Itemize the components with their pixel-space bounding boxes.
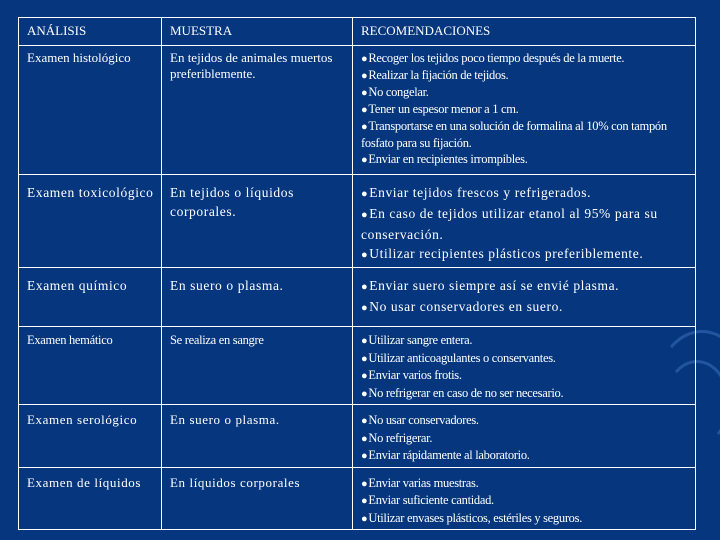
header-recommendations: RECOMENDACIONES — [353, 18, 696, 46]
recommendation-text: Enviar varias muestras. — [368, 475, 479, 490]
bullet-icon: ● — [361, 415, 368, 427]
bullet-icon: ● — [361, 53, 368, 65]
recommendation-text: Realizar la fijación de tejidos. — [368, 68, 509, 82]
bullet-icon: ● — [361, 432, 368, 445]
bullet-icon: ● — [361, 70, 368, 82]
recommendation-item — [361, 118, 689, 151]
recommendation-item — [361, 67, 689, 84]
table-row — [19, 327, 696, 405]
recommendation-item — [361, 350, 689, 368]
bullet-icon: ● — [361, 512, 368, 525]
recommendation-text: Tener un espesor menor a 1 cm. — [368, 102, 519, 116]
bullet-icon: ● — [361, 104, 368, 116]
analysis-cell: Examen hemático — [19, 327, 162, 405]
recommendation-item — [361, 475, 689, 493]
recommendation-text: Utilizar recipientes plásticos preferiblemente. — [369, 246, 644, 261]
header-analysis: ANÁLISIS — [19, 18, 162, 46]
recommendation-item — [361, 430, 689, 448]
recommendation-item — [361, 183, 689, 204]
recommendations-list — [361, 183, 689, 265]
recommendation-item — [361, 412, 689, 430]
recommendation-item — [361, 297, 689, 318]
recommendation-item — [361, 276, 689, 297]
header-sample: MUESTRA — [162, 18, 353, 46]
sample-cell: En suero o plasma. — [162, 268, 353, 327]
recommendations-cell — [353, 175, 696, 268]
bullet-icon: ● — [361, 352, 368, 365]
recommendation-text: No usar conservadores en suero. — [369, 299, 563, 314]
recommendation-text: No refrigerar en caso de no ser necesario. — [368, 385, 564, 400]
recommendation-text: No usar conservadores. — [368, 413, 479, 427]
recommendation-text: Utilizar anticoagulantes o conservantes. — [368, 350, 556, 365]
recommendations-list — [361, 50, 689, 168]
bullet-icon: ● — [361, 387, 368, 400]
recommendations-list — [361, 412, 689, 465]
analysis-cell: Examen histológico — [19, 46, 162, 175]
recommendation-item — [361, 244, 689, 265]
bullet-icon: ● — [361, 450, 368, 462]
recommendation-item — [361, 101, 689, 118]
recommendations-cell — [353, 467, 696, 530]
recommendation-text: Enviar varios frotis. — [368, 368, 462, 382]
recommendations-list — [361, 332, 689, 402]
recommendation-item — [361, 492, 689, 510]
recommendation-text: Enviar en recipientes irrompibles. — [368, 152, 528, 166]
analysis-cell: Examen serológico — [19, 405, 162, 468]
bullet-icon: ● — [361, 335, 368, 347]
recommendations-cell — [353, 46, 696, 175]
analysis-cell: Examen químico — [19, 268, 162, 327]
bullet-icon: ● — [361, 121, 368, 133]
table-header-row — [19, 18, 696, 46]
analysis-cell: Examen toxicológico — [19, 175, 162, 268]
recommendation-text: Enviar tejidos frescos y refrigerados. — [369, 185, 592, 200]
recommendation-item — [361, 510, 689, 528]
bullet-icon: ● — [361, 302, 369, 314]
recommendations-list — [361, 276, 689, 318]
table-row — [19, 268, 696, 327]
table-row — [19, 467, 696, 530]
sample-cell: En suero o plasma. — [162, 405, 353, 468]
recommendation-item — [361, 447, 689, 465]
analysis-table — [18, 17, 696, 530]
bullet-icon: ● — [361, 154, 368, 166]
recommendation-item — [361, 204, 689, 244]
sample-cell: En tejidos o líquidos corporales. — [162, 175, 353, 268]
analysis-cell: Examen de líquidos — [19, 467, 162, 530]
bullet-icon: ● — [361, 281, 369, 293]
recommendation-text: Transportarse en una solución de formalina al 10% con tampón fosfato para su fijación. — [361, 119, 667, 150]
recommendations-cell — [353, 405, 696, 468]
recommendation-text: Enviar suero siempre así se envié plasma. — [369, 278, 620, 293]
recommendation-text: No refrigerar. — [368, 430, 433, 445]
sample-cell: En líquidos corporales — [162, 467, 353, 530]
table-row — [19, 46, 696, 175]
recommendation-text: No congelar. — [368, 85, 429, 99]
recommendations-list — [361, 475, 689, 528]
recommendations-cell — [353, 268, 696, 327]
bullet-icon: ● — [361, 477, 368, 490]
recommendation-item — [361, 50, 689, 67]
bullet-icon: ● — [361, 370, 368, 382]
recommendation-text: Utilizar envases plásticos, estériles y seguros. — [368, 510, 583, 525]
recommendation-item — [361, 332, 689, 350]
recommendation-text: Utilizar sangre entera. — [368, 333, 473, 347]
recommendation-item — [361, 84, 689, 101]
recommendation-text: Enviar suficiente cantidad. — [368, 493, 494, 507]
bullet-icon: ● — [361, 249, 369, 261]
recommendation-item — [361, 367, 689, 385]
recommendations-cell — [353, 327, 696, 405]
recommendation-item — [361, 385, 689, 403]
bullet-icon: ● — [361, 188, 369, 200]
sample-cell: En tejidos de animales muertos preferiblemente. — [162, 46, 353, 175]
table-row — [19, 175, 696, 268]
recommendation-text: Enviar rápidamente al laboratorio. — [368, 448, 530, 462]
recommendation-text: En caso de tejidos utilizar etanol al 95% para su conservación. — [361, 206, 658, 242]
recommendation-text: Recoger los tejidos poco tiempo después de la muerte. — [368, 51, 625, 65]
bullet-icon: ● — [361, 209, 369, 221]
bullet-icon: ● — [361, 87, 368, 99]
table-row — [19, 405, 696, 468]
bullet-icon: ● — [361, 495, 368, 507]
recommendation-item — [361, 151, 689, 168]
sample-cell: Se realiza en sangre — [162, 327, 353, 405]
